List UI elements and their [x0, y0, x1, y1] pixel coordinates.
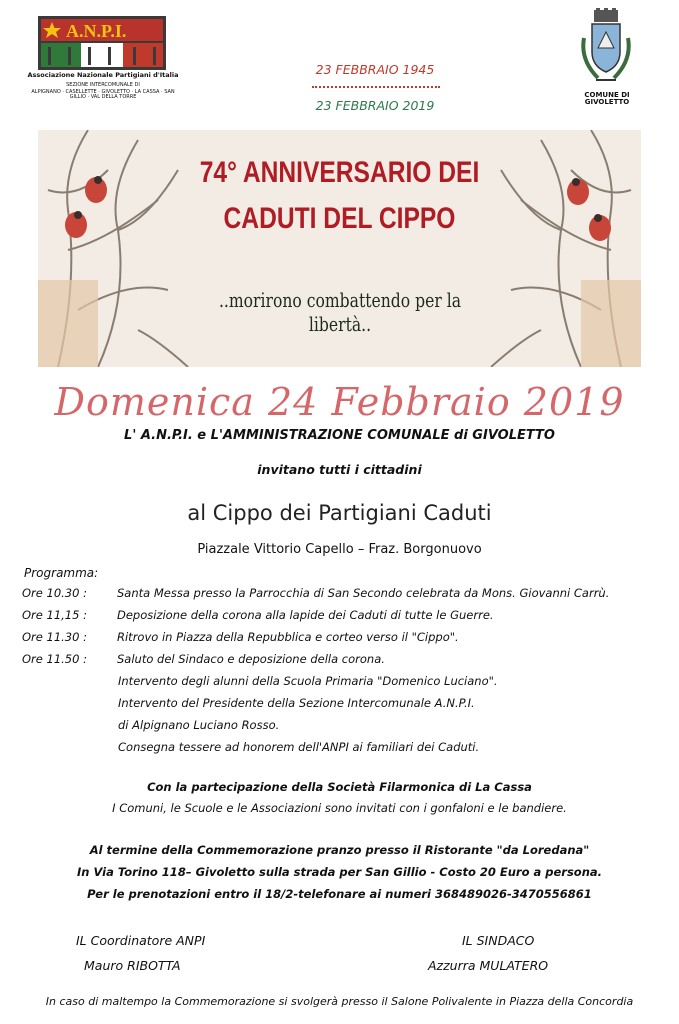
- program-item: [22, 608, 662, 622]
- program-continuation: di Alpignano Luciano Rosso.: [118, 718, 280, 732]
- banner-title-line2: CADUTI DEL CIPPO: [223, 202, 456, 235]
- program-item-text: Deposizione della corona alla lapide dei Caduti di tutte le Guerre.: [117, 608, 494, 622]
- event-place: al Cippo dei Partigiani Caduti: [187, 501, 492, 525]
- event-invite: invitano tutti i cittadini: [257, 462, 422, 477]
- program-item-time: Ore 11.50 :: [22, 652, 87, 666]
- program-item-time: Ore 11,15 :: [22, 608, 87, 622]
- program-item-text: Ritrovo in Piazza della Repubblica e corteo verso il "Cippo".: [117, 630, 459, 644]
- anpi-logo-text: A.N.P.I.: [66, 21, 127, 41]
- anpi-towns: ALPIGNANO · CASELLETTE · GIVOLETTO · LA CASSA · SAN GILLIO · VAL DELLA TORRE: [31, 88, 175, 101]
- banner-title-line1: 74° ANNIVERSARIO DEI: [199, 156, 480, 189]
- program-item: [22, 586, 662, 600]
- anpi-caption: [24, 72, 182, 101]
- program-item-time: Ore 11.30 :: [22, 630, 87, 644]
- event-address: Piazzale Vittorio Capello – Fraz. Borgonuovo: [197, 542, 482, 557]
- lunch-line2: In Via Torino 118– Givoletto sulla strada per San Gillio - Costo 20 Euro a persona.: [76, 865, 603, 879]
- anpi-section: SEZIONE INTERCOMUNALE DI: [66, 82, 140, 89]
- program-continuation: Intervento degli alunni della Scuola Primaria "Domenico Luciano".: [118, 674, 498, 688]
- program-continuation: Intervento del Presidente della Sezione Intercomunale A.N.P.I.: [118, 696, 475, 710]
- comune-label-line1: COMUNE DI: [584, 91, 630, 99]
- program-item: [22, 630, 662, 644]
- bad-weather-notice: In caso di maltempo la Commemorazione si svolgerà presso il Salone Polivalente in Piazza della Concordia: [45, 995, 634, 1008]
- participation-line2: I Comuni, le Scuole e le Associazioni sono invitati con i gonfaloni e le bandiere.: [112, 801, 567, 815]
- mayor-name: Azzurra MULATERO: [428, 958, 549, 973]
- program-label: Programma:: [24, 566, 99, 580]
- date-1945: 23 FEBBRAIO 1945: [315, 62, 435, 77]
- banner-motto: ..morirono combattendo per la libertà..: [218, 288, 462, 336]
- comune-label: [562, 92, 652, 107]
- program-item: [22, 652, 662, 666]
- program-item-text: Santa Messa presso la Parrocchia di San Secondo celebrata da Mons. Giovanni Carrù.: [117, 586, 610, 600]
- date-separator: [312, 86, 440, 88]
- anpi-org-name: Associazione Nazionale Partigiani d'Italia: [27, 71, 179, 79]
- coordinator-name: Mauro RIBOTTA: [84, 958, 181, 973]
- comune-crest-icon: [578, 8, 634, 88]
- program-continuation: Consegna tessere ad honorem dell'ANPI ai familiari dei Caduti.: [118, 740, 480, 754]
- event-date: Domenica 24 Febbraio 2019: [54, 380, 625, 424]
- mayor-role: IL SINDACO: [462, 933, 535, 948]
- program-item-text: Saluto del Sindaco e deposizione della corona.: [117, 652, 385, 666]
- program-item-time: Ore 10.30 :: [22, 586, 87, 600]
- participation-line1: Con la partecipazione della Società Filarmonica di La Cassa: [147, 780, 532, 794]
- date-2019: 23 FEBBRAIO 2019: [315, 98, 435, 113]
- lunch-line3: Per le prenotazioni entro il 18/2-telefonare ai numeri 368489026-3470556861: [87, 887, 592, 901]
- lunch-line1: Al termine della Commemorazione pranzo presso il Ristorante "da Loredana": [89, 843, 590, 857]
- event-organizers: L' A.N.P.I. e L'AMMINISTRAZIONE COMUNALE di GIVOLETTO: [124, 428, 555, 443]
- anpi-logo: [38, 16, 166, 70]
- coordinator-role: IL Coordinatore ANPI: [76, 933, 206, 948]
- comune-label-line2: GIVOLETTO: [584, 98, 630, 107]
